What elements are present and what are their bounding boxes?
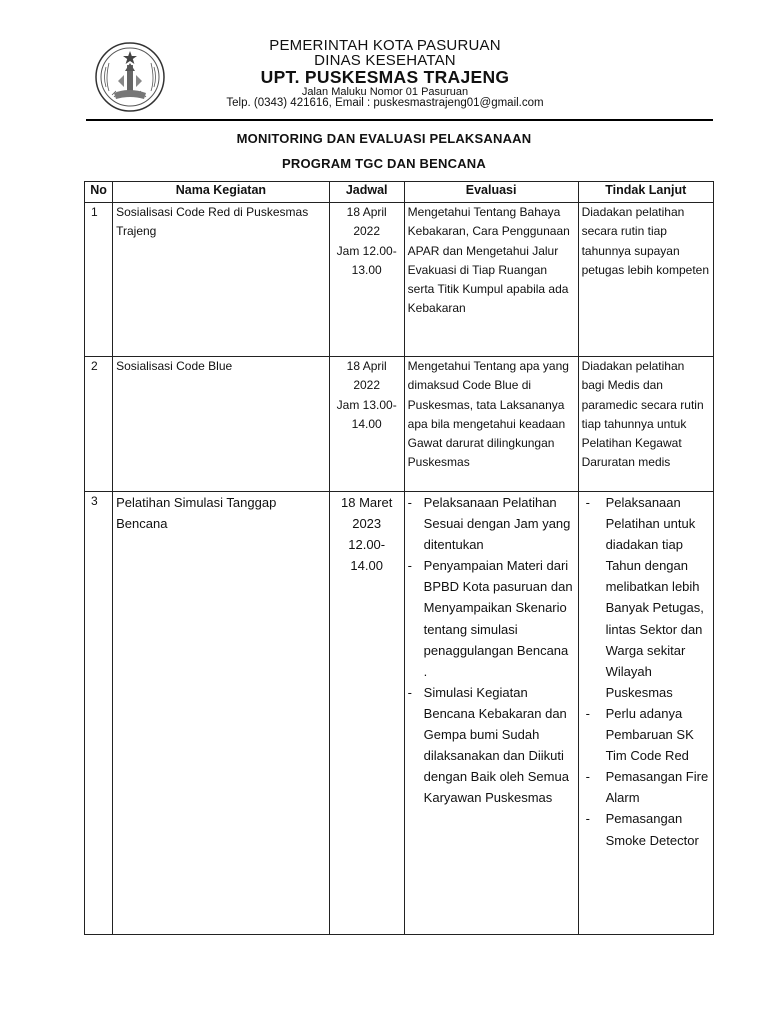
- schedule-line: 18 April: [346, 205, 387, 219]
- follow-up: Diadakan pelatihan bagi Medis dan paramedic secara rutin tiap tahunnya untuk Pelatihan Kegawat Daruratan medis: [578, 357, 713, 492]
- schedule-line: Jam 13.00-: [336, 397, 397, 412]
- table-header-row: [85, 182, 714, 203]
- header-evaluasi: Evaluasi: [404, 182, 578, 203]
- schedule-line: 18 Maret: [341, 495, 393, 510]
- table-row: [85, 203, 714, 357]
- document-subtitle: PROGRAM TGC DAN BENCANA: [282, 156, 486, 171]
- kota-pasuruan-emblem-icon: [94, 41, 166, 113]
- schedule: [329, 203, 404, 357]
- evaluation-item: - Penyampaian Materi dari BPBD Kota pasuruan dan Menyampaikan Skenario tentang simulasi penaggulangan Bencana .: [407, 558, 573, 679]
- letterhead-divider: [86, 119, 713, 121]
- header-tindak-lanjut: Tindak Lanjut: [578, 182, 713, 203]
- activity-name: Sosialisasi Code Blue: [113, 357, 330, 492]
- follow-up-item: - Perlu adanya Pembaruan SK Tim Code Red: [585, 705, 694, 764]
- schedule-line: 2022: [353, 224, 381, 239]
- header-nama-kegiatan: Nama Kegiatan: [113, 182, 330, 203]
- evaluation: [404, 492, 578, 935]
- schedule: [329, 357, 404, 492]
- schedule-line: Jam 12.00-: [336, 243, 397, 258]
- evaluation: Mengetahui Tentang apa yang dimaksud Code Blue di Puskesmas, tata Laksananya apa bila mengetahui keadaan Gawat darurat dilingkungan Puskesmas: [404, 357, 578, 492]
- table-row: [85, 492, 714, 935]
- schedule-line: 18 April: [346, 359, 387, 373]
- activity-name: Pelatihan Simulasi Tanggap Bencana: [113, 492, 330, 935]
- row-number: 3: [85, 492, 113, 935]
- department-name: DINAS KESEHATAN: [314, 52, 456, 69]
- institution-name: UPT. PUSKESMAS TRAJENG: [260, 67, 510, 87]
- header-jadwal: Jadwal: [329, 182, 404, 203]
- row-number: 2: [85, 357, 113, 492]
- header-no: No: [85, 182, 113, 203]
- schedule-line: 14.00: [351, 416, 382, 431]
- schedule-line: 13.00: [351, 262, 382, 277]
- monitoring-table: [84, 181, 714, 935]
- document-title: MONITORING DAN EVALUASI PELAKSANAAN: [236, 131, 532, 146]
- schedule: [329, 492, 404, 935]
- follow-up-item: - Pemasangan Smoke Detector: [585, 811, 699, 848]
- row-number: 1: [85, 203, 113, 357]
- evaluation-item: - Pelaksanaan Pelatihan Sesuai dengan Jam yang ditentukan: [407, 495, 571, 553]
- government-name: PEMERINTAH KOTA PASURUAN: [269, 37, 501, 54]
- institution-contact: Telp. (0343) 421616, Email : puskesmastrajeng01@gmail.com: [226, 97, 544, 109]
- schedule-line: 2022: [353, 378, 381, 393]
- institution-address: Jalan Maluku Nomor 01 Pasuruan: [301, 86, 469, 98]
- activity-name: Sosialisasi Code Red di Puskesmas Trajeng: [113, 203, 330, 357]
- evaluation-item: - Simulasi Kegiatan Bencana Kebakaran dan Gempa bumi Sudah dilaksanakan dan Diikuti dengan Baik oleh Semua Karyawan Puskesmas: [407, 684, 569, 806]
- follow-up-item: - Pemasangan Fire Alarm: [585, 769, 709, 806]
- follow-up: [578, 492, 713, 935]
- follow-up: Diadakan pelatihan secara rutin tiap tahunnya supayan petugas lebih kompeten: [578, 203, 713, 357]
- table-row: [85, 357, 714, 492]
- schedule-line: 2023: [352, 516, 382, 532]
- evaluation: Mengetahui Tentang Bahaya Kebakaran, Cara Penggunaan APAR dan Mengetahui Jalur Evakuasi di Tiap Ruangan serta Titik Kumpul apabila ada Kebakaran: [404, 203, 578, 357]
- follow-up-item: - Pelaksanaan Pelatihan untuk diadakan tiap Tahun dengan melibatkan lebih Banyak Petugas, lintas Sektor dan Warga sekitar Wilayah Puskesmas: [585, 495, 704, 700]
- schedule-line: 12.00-14.00: [348, 537, 386, 574]
